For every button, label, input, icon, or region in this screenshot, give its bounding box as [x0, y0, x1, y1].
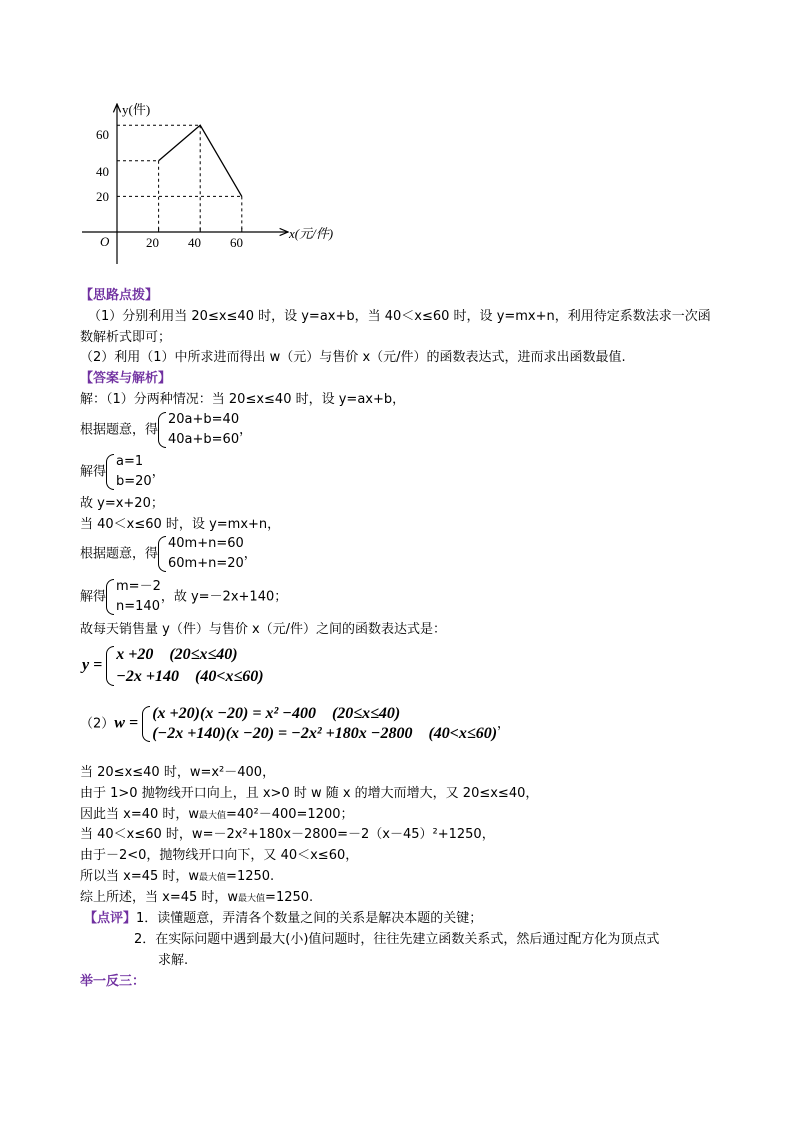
hint-heading: 【思路点拨】 — [80, 288, 159, 303]
y-tick-label-40: 40 — [96, 164, 109, 179]
equation-system-2-row — [80, 534, 257, 574]
equation-system-1-row — [80, 410, 252, 450]
text-suffix: ， — [239, 422, 253, 438]
x-tick-label-60: 60 — [230, 235, 243, 250]
answer-line-8: 故每天销售量 y（件）与售价 x（元/件）之间的函数表达式是： — [80, 622, 447, 637]
x-axis-label: x(元/件) — [289, 226, 334, 241]
solution-system-1 — [106, 452, 152, 492]
max-subscript: 最大值 — [238, 894, 266, 904]
answer-line-15 — [80, 887, 313, 910]
equation-system-1 — [158, 410, 239, 450]
w-piecewise-formula-row — [80, 704, 510, 744]
comment-item-2: 2．在实际问题中遇到最大(小)值问题时，往往先建立函数关系式，然后通过配方化为顶点式 — [134, 932, 660, 947]
hint-line-1: （1）分别利用当 20≤x≤40 时，设 y=ax+b，当 40＜x≤60 时，设 y=mx+n，利用待定系数法求一次函 — [88, 309, 711, 324]
y-piecewise-formula — [82, 644, 264, 688]
text-prefix: 根据题意，得 — [80, 422, 159, 438]
system-line: a=1 — [116, 454, 144, 469]
text-part: 因此当 x=40 时，w — [80, 807, 200, 822]
text-prefix: 解得 — [80, 589, 107, 605]
x-tick-label-40: 40 — [188, 235, 201, 250]
comment-item-1: 1．读懂题意，弄清各个数量之间的关系是解决本题的关键； — [136, 911, 483, 926]
comment-heading: 【点评】 — [84, 911, 137, 926]
answer-line-1: 解：（1）分两种情况：当 20≤x≤40 时，设 y=ax+b， — [80, 392, 406, 407]
comment-row-1 — [84, 908, 482, 930]
hint-line-3: （2）利用（1）中所求进而得出 w（元）与售价 x（元/件）的函数表达式，进而求出函数最值. — [80, 350, 626, 365]
answer-line-4: 故 y=x+20； — [80, 496, 164, 511]
system-line: n=140 — [116, 599, 160, 614]
answer-line-5: 当 40＜x≤60 时，设 y=mx+n， — [80, 517, 281, 532]
text-prefix: 解得 — [80, 464, 107, 480]
solution-system-2 — [106, 577, 161, 617]
solution-system-1-row — [80, 452, 165, 492]
text-suffix: ，故 y=－2x+140； — [160, 589, 288, 605]
origin-label: O — [100, 234, 110, 249]
case-line: (x +20)(x −20) = x² −400 (20≤x≤40) — [152, 705, 401, 722]
y-tick-label-20: 20 — [96, 189, 109, 204]
text-suffix: ， — [243, 546, 257, 562]
part-label: （2） — [80, 716, 115, 732]
answer-line-12: 当 40＜x≤60 时，w=－2x²+180x－2800=－2（x－45）²+1250， — [80, 827, 495, 842]
system-line: 60m+n=20 — [168, 556, 244, 571]
system-line: m=－2 — [116, 579, 161, 594]
answer-line-14 — [80, 866, 274, 889]
text-prefix: 根据题意，得 — [80, 546, 159, 562]
max-subscript: 最大值 — [199, 873, 227, 883]
formula-lhs: w = — [114, 714, 139, 732]
system-line: b=20 — [116, 474, 152, 489]
case-line: (−2x +140)(x −20) = −2x² +180x −2800 (40<x≤60) — [152, 725, 498, 742]
formula-lhs: y = — [82, 656, 103, 674]
equation-system-2 — [158, 534, 244, 574]
hint-line-2: 数解析式即可； — [80, 330, 172, 345]
practice-label: 举一反三： — [80, 974, 146, 989]
answer-heading: 【答案与解析】 — [80, 371, 172, 386]
w-cases — [142, 704, 497, 744]
text-part: =40²－400=1200； — [226, 807, 354, 822]
text-part: 综上所述，当 x=45 时，w — [80, 890, 239, 905]
system-line: 40m+n=60 — [168, 536, 244, 551]
case-line: x +20 (20≤x≤40) — [116, 646, 238, 663]
y-axis-label: y(件) — [122, 102, 151, 117]
comment-item-2-cont: 求解. — [158, 953, 189, 968]
solution-system-2-row — [80, 577, 287, 617]
text-part: =1250. — [226, 869, 275, 884]
system-line: 40a+b=60 — [168, 432, 240, 447]
case-line: −2x +140 (40<x≤60) — [116, 668, 264, 685]
x-tick-label-20: 20 — [146, 235, 159, 250]
text-suffix: ， — [497, 716, 511, 732]
piecewise-graph — [60, 92, 360, 267]
y-cases — [106, 644, 263, 688]
text-suffix: ， — [151, 464, 165, 480]
answer-line-10: 由于 1>0 抛物线开口向上，且 x>0 时 w 随 x 的增大而增大，又 20≤x≤40， — [80, 786, 539, 801]
y-tick-label-60: 60 — [96, 127, 109, 142]
answer-line-9: 当 20≤x≤40 时，w=x²－400， — [80, 765, 276, 780]
text-part: =1250. — [265, 890, 314, 905]
text-part: 所以当 x=45 时，w — [80, 869, 200, 884]
system-line: 20a+b=40 — [168, 412, 240, 427]
max-subscript: 最大值 — [199, 811, 227, 821]
answer-line-13: 由于－2<0，抛物线开口向下，又 40＜x≤60， — [80, 848, 359, 863]
